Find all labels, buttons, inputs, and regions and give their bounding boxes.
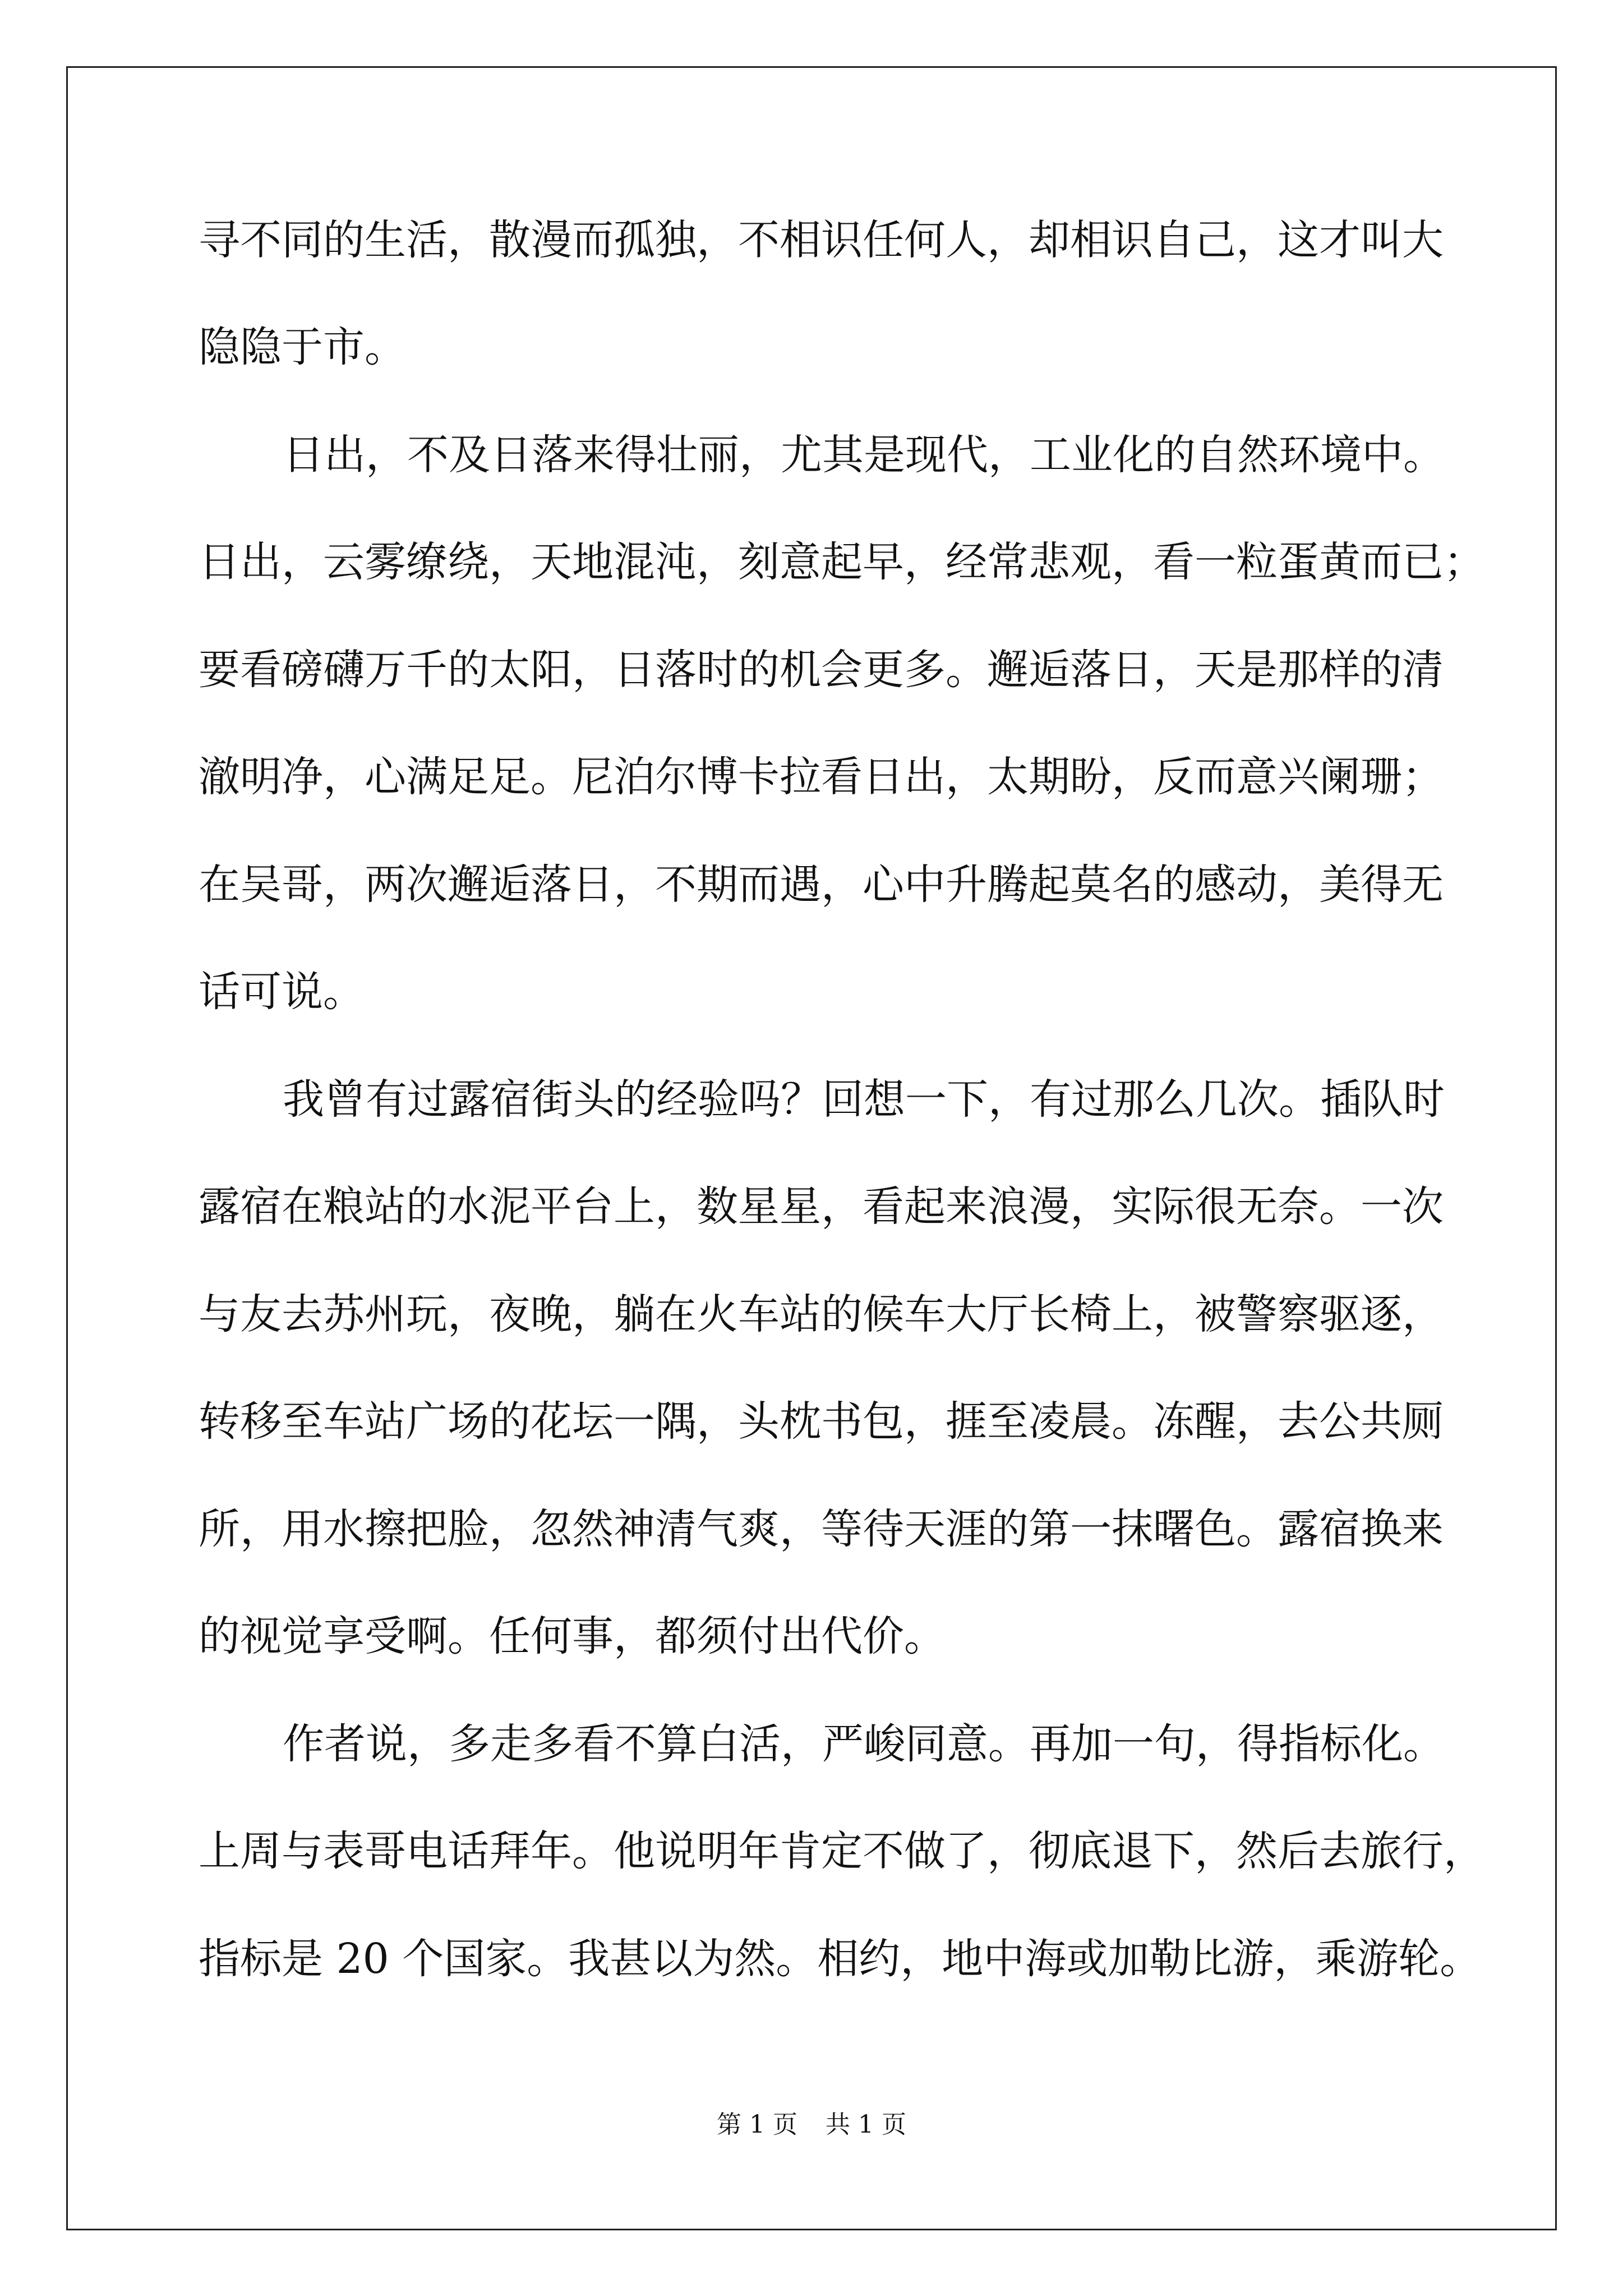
- text-line: 指标是 20 个国家。我甚以为然。相约，地中海或加勒比游，乘游轮。: [199, 1935, 1482, 1983]
- text-line: 露宿在粮站的水泥平台上，数星星，看起来浪漫，实际很无奈。一次: [199, 1182, 1444, 1231]
- text-line: 话可说。: [199, 968, 365, 1016]
- paragraph-start-line: 作者说，多走多看不算白活，严峻同意。再加一句，得指标化。: [283, 1720, 1445, 1768]
- paragraph-start-line: 日出，不及日落来得壮丽，尤其是现代，工业化的自然环境中。: [283, 431, 1445, 479]
- text-line: 隐隐于市。: [199, 323, 406, 371]
- text-line: 在吴哥，两次邂逅落日，不期而遇，心中升腾起莫名的感动，美得无: [199, 861, 1444, 909]
- paragraph-start-line: 我曾有过露宿街头的经验吗？回想一下，有过那么几次。插队时: [283, 1075, 1445, 1124]
- text-line: 的视觉享受啊。任何事，都须付出代价。: [199, 1612, 946, 1660]
- text-line: 转移至车站广场的花坛一隅，头枕书包，捱至凌晨。冻醒，去公共厕: [199, 1397, 1444, 1446]
- text-line: 要看磅礴万千的太阳，日落时的机会更多。邂逅落日，天是那样的清: [199, 646, 1444, 694]
- text-line: 日出，云雾缭绕，天地混沌，刻意起早，经常悲观，看一粒蛋黄而已；: [199, 538, 1485, 586]
- page-footer: [0, 2108, 1623, 2142]
- text-line: 所，用水擦把脸，忽然神清气爽，等待天涯的第一抹曙色。露宿换来: [199, 1505, 1444, 1553]
- page-border: [66, 66, 1557, 2230]
- page-number-total: 共 1 页: [826, 2110, 906, 2139]
- text-line: 澈明净，心满足足。尼泊尔博卡拉看日出，太期盼，反而意兴阑珊；: [199, 753, 1444, 801]
- text-line: 与友去苏州玩，夜晚，躺在火车站的候车大厅长椅上，被警察驱逐，: [199, 1290, 1444, 1338]
- text-line: 寻不同的生活，散漫而孤独，不相识任何人，却相识自己，这才叫大: [199, 216, 1444, 264]
- page-number-current: 第 1 页: [717, 2110, 797, 2139]
- text-line: 上周与表哥电话拜年。他说明年肯定不做了，彻底退下，然后去旅行，: [199, 1827, 1485, 1875]
